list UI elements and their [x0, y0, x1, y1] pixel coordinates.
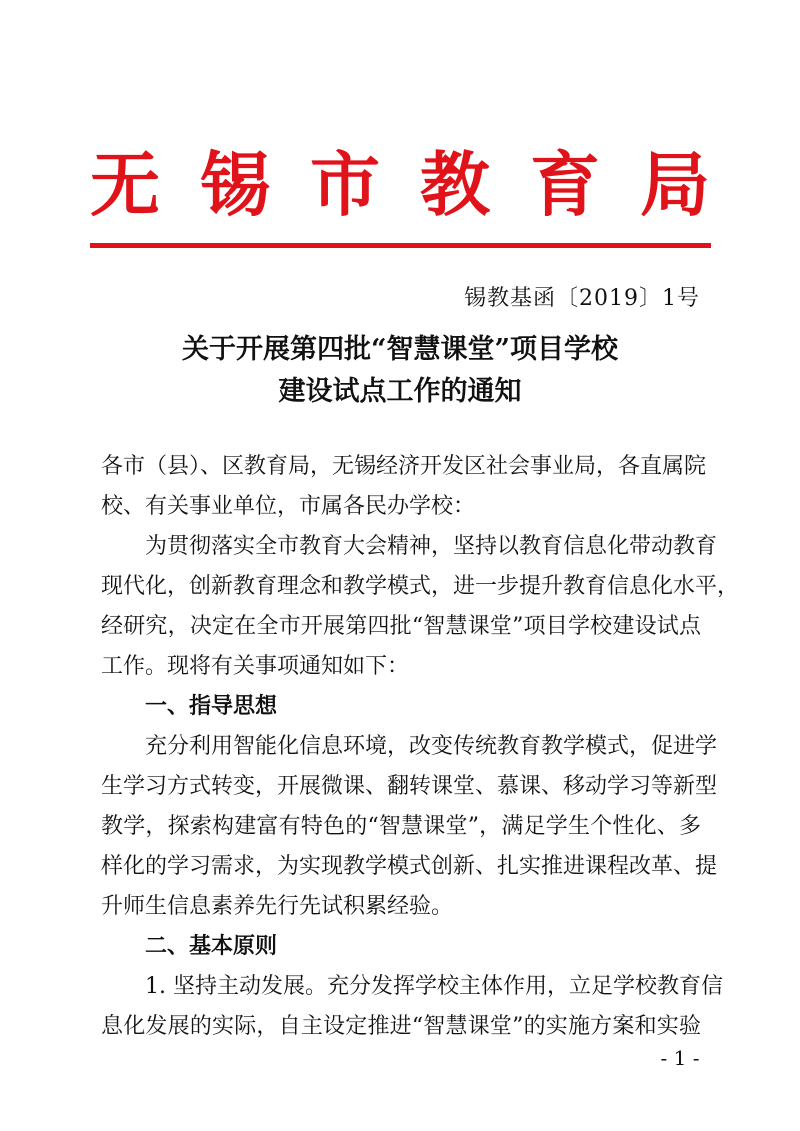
intro-line: 现代化，创新教育理念和教学模式，进一步提升教育信息化水平，: [101, 574, 740, 599]
section-heading-guiding-ideology: 一、指导思想: [145, 694, 278, 719]
masthead-char: 局: [640, 143, 710, 226]
document-number: 锡教基函〔2019〕1号: [464, 286, 700, 311]
salutation-line: 各市（县）、区教育局，无锡经济开发区社会事业局，各直属院: [101, 454, 707, 479]
section1-line: 教学，探索构建富有特色的“智慧课堂”，满足学生个性化、多: [101, 814, 701, 839]
section2-line: 息化发展的实际，自主设定推进“智慧课堂”的实施方案和实验: [101, 1014, 701, 1039]
document-title-line-2: 建设试点工作的通知: [278, 376, 522, 407]
masthead-char: 无: [90, 143, 160, 226]
section1-line: 升师生信息素养先行先试积累经验。: [101, 894, 454, 919]
intro-line: 为贯彻落实全市教育大会精神，坚持以教育信息化带动教育: [145, 534, 718, 559]
section2-line: 1. 坚持主动发展。充分发挥学校主体作用，立足学校教育信: [145, 974, 723, 999]
intro-line: 经研究，决定在全市开展第四批“智慧课堂”项目学校建设试点: [101, 614, 701, 639]
section1-line: 样化的学习需求，为实现教学模式创新、扎实推进课程改革、提: [101, 854, 718, 879]
section1-line: 生学习方式转变，开展微课、翻转课堂、慕课、移动学习等新型: [101, 774, 718, 799]
masthead-char: 锡: [200, 143, 270, 226]
page-number: - 1 -: [660, 1046, 700, 1070]
masthead-char: 育: [530, 143, 600, 226]
document-title-line-1: 关于开展第四批“智慧课堂”项目学校: [181, 334, 619, 365]
red-divider: [90, 243, 711, 248]
salutation-line: 校、有关事业单位，市属各民办学校：: [101, 494, 476, 519]
masthead-title: [90, 140, 710, 230]
section1-line: 充分利用智能化信息环境，改变传统教育教学模式，促进学: [145, 734, 718, 759]
intro-line: 工作。现将有关事项通知如下：: [101, 654, 410, 679]
masthead-char: 市: [310, 143, 380, 226]
section-heading-basic-principles: 二、基本原则: [145, 934, 278, 959]
masthead-char: 教: [420, 143, 490, 226]
